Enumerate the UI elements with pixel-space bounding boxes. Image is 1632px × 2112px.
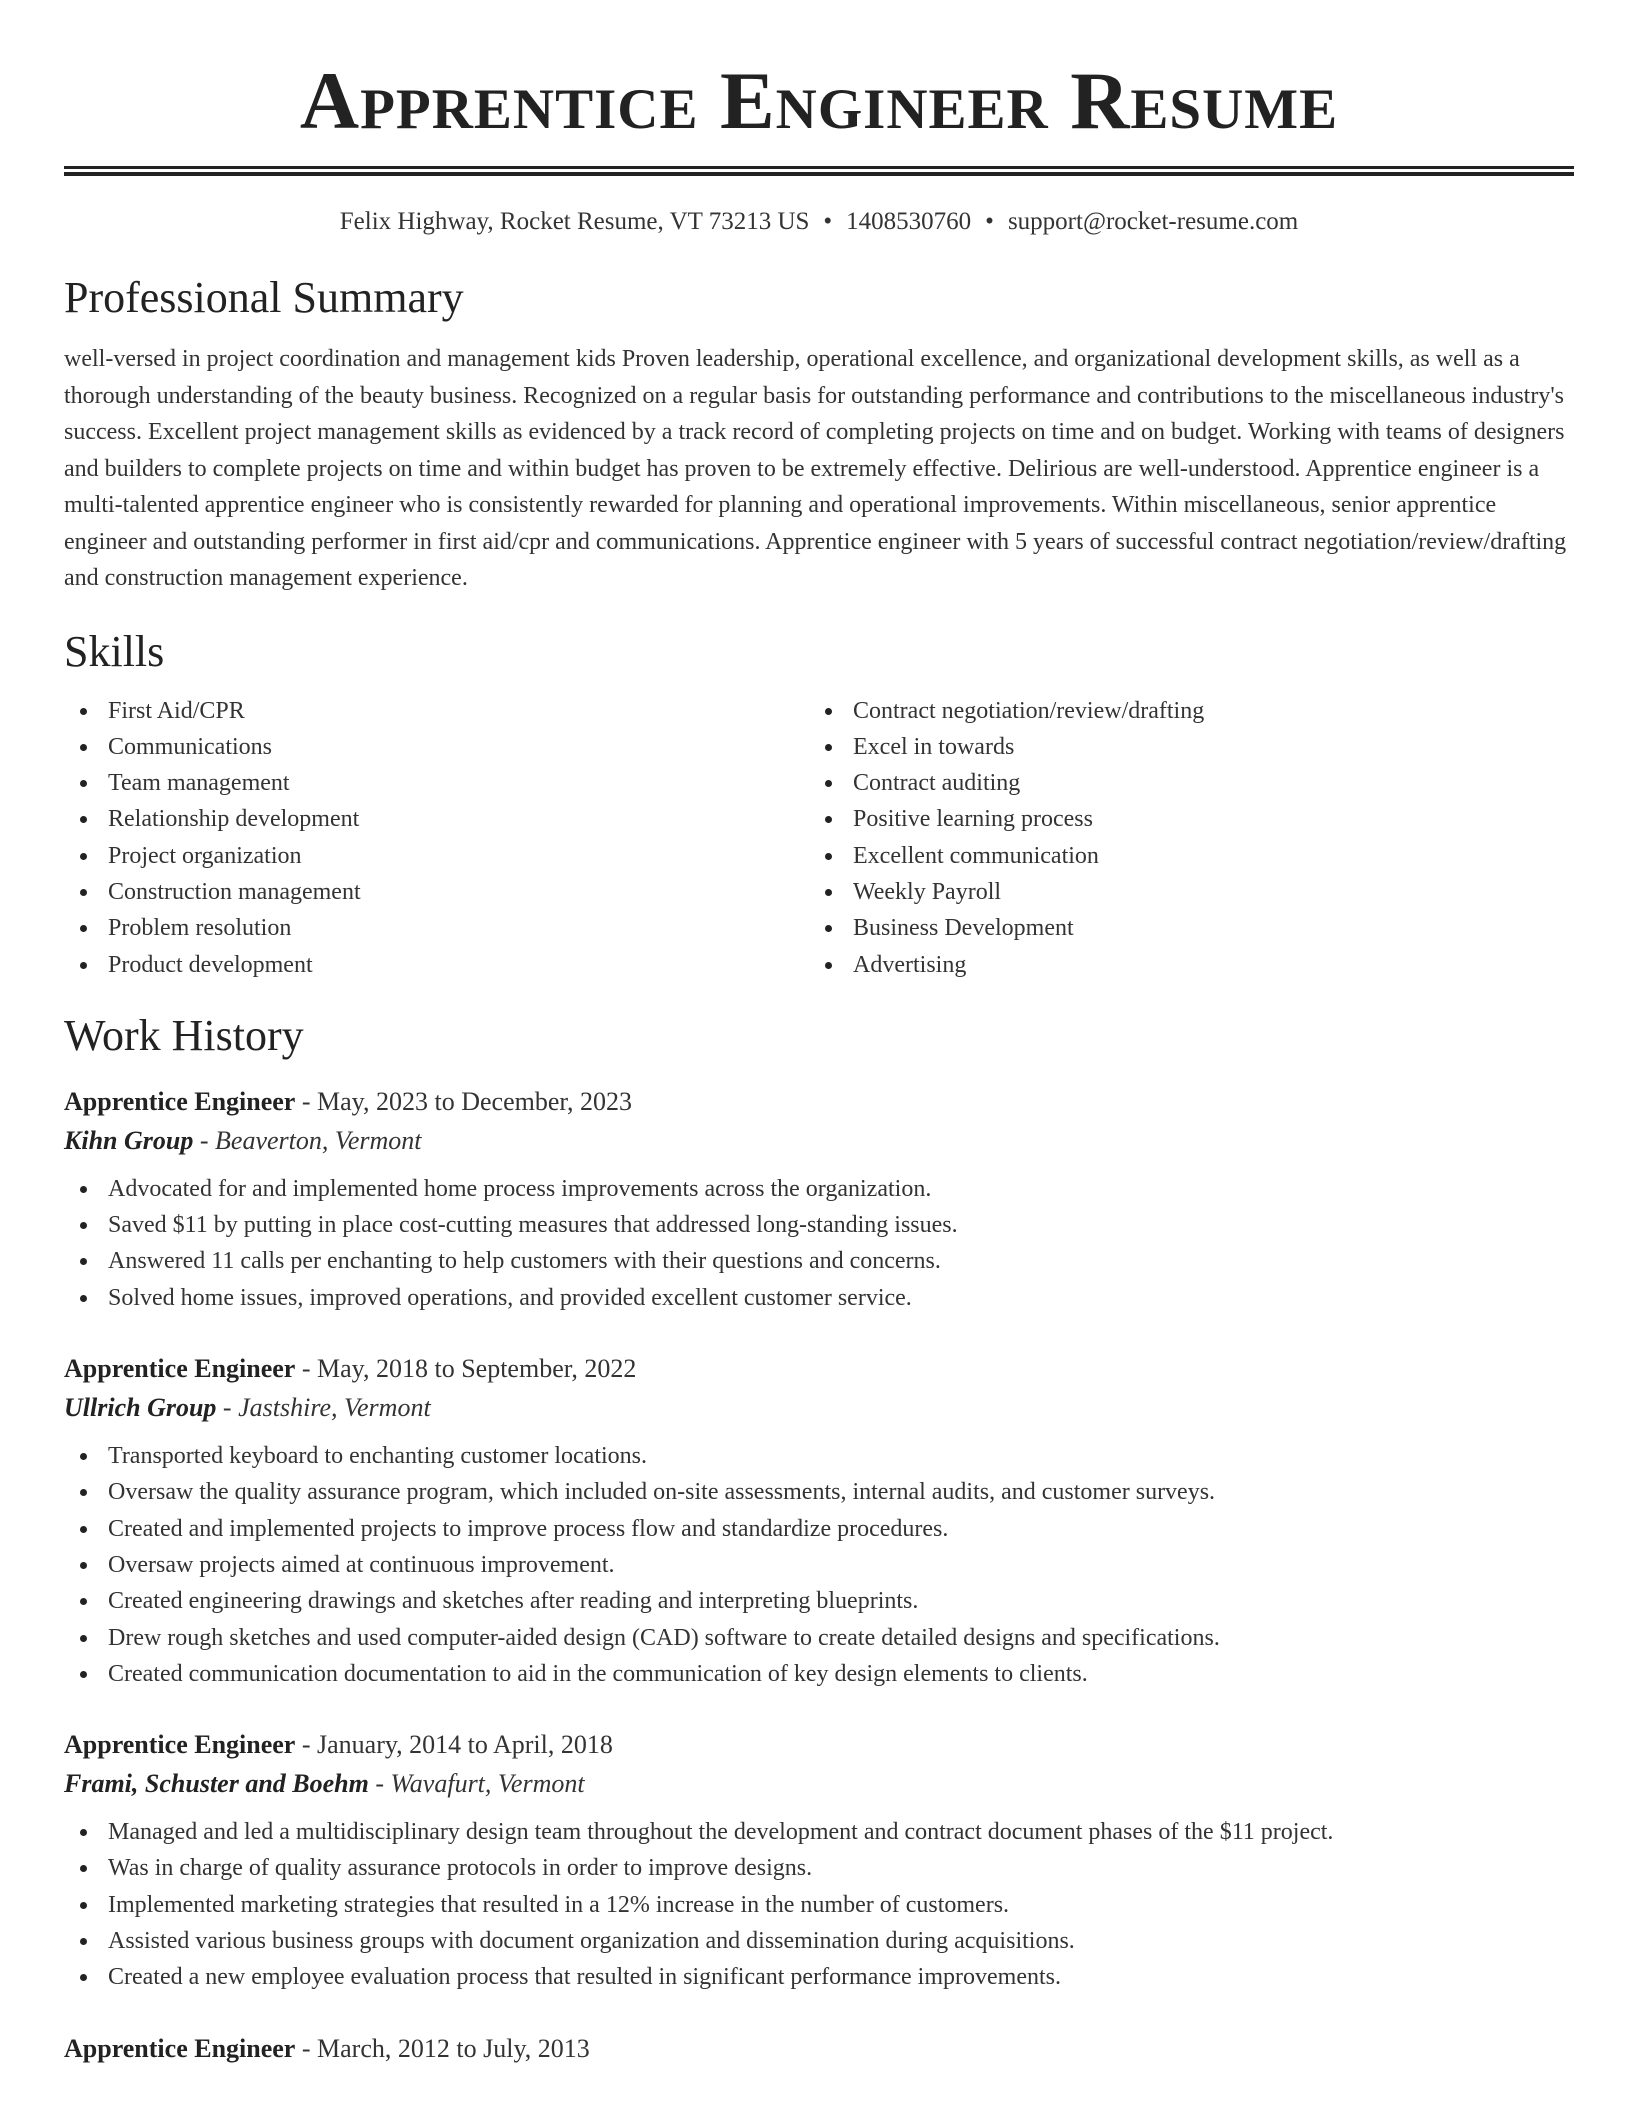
- job-bullet: Assisted various business groups with document organization and dissemination during acquisitions.: [64, 1923, 1574, 1959]
- contact-separator: •: [823, 208, 833, 235]
- job-title-line: Apprentice Engineer - March, 2012 to July, 2013: [64, 2033, 590, 2063]
- job-dates: May, 2023 to December, 2023: [317, 1086, 632, 1116]
- job-company: Ullrich Group: [64, 1393, 217, 1423]
- skills-column-left: [64, 693, 809, 983]
- job-bullet: Answered 11 calls per enchanting to help customers with their questions and concerns.: [64, 1243, 1574, 1279]
- job-role: Apprentice Engineer: [64, 1086, 296, 1116]
- job-bullet: Transported keyboard to enchanting customer locations.: [64, 1438, 1574, 1474]
- job-company-line: Kihn Group - Beaverton, Vermont: [64, 1125, 422, 1155]
- skill-item: Communications: [64, 729, 809, 765]
- job-bullet: Was in charge of quality assurance protocols in order to improve designs.: [64, 1850, 1574, 1886]
- job-dates: May, 2018 to September, 2022: [317, 1354, 637, 1384]
- skill-item: Contract auditing: [809, 765, 1554, 801]
- resume-page: [64, 0, 1574, 2102]
- skill-item: Business Development: [809, 910, 1554, 946]
- job-company-line: Frami, Schuster and Boehm - Wavafurt, Vermont: [64, 1769, 585, 1799]
- job-list: [64, 1083, 1574, 2068]
- skill-item: Excel in towards: [809, 729, 1554, 765]
- job-entry: [64, 1350, 1574, 1692]
- job-location: Wavafurt, Vermont: [390, 1769, 585, 1799]
- job-location: Beaverton, Vermont: [215, 1125, 422, 1155]
- skill-item: Team management: [64, 765, 809, 801]
- job-bullet: Implemented marketing strategies that resulted in a 12% increase in the number of customers.: [64, 1887, 1574, 1923]
- skill-item: Product development: [64, 947, 809, 983]
- job-company: Kihn Group: [64, 1125, 194, 1155]
- skill-item: Contract negotiation/review/drafting: [809, 693, 1554, 729]
- job-bullets: [64, 1814, 1574, 1995]
- title-divider: [64, 166, 1574, 176]
- job-role: Apprentice Engineer: [64, 1354, 296, 1384]
- skill-item: Problem resolution: [64, 910, 809, 946]
- job-entry: [64, 1726, 1574, 1995]
- job-role: Apprentice Engineer: [64, 1730, 296, 1760]
- skills-heading: Skills: [64, 626, 165, 676]
- job-bullet: Advocated for and implemented home process improvements across the organization.: [64, 1171, 1574, 1207]
- job-dates: March, 2012 to July, 2013: [317, 2033, 590, 2063]
- job-entry: [64, 2030, 1574, 2068]
- job-bullets: [64, 1438, 1574, 1692]
- job-title-line: Apprentice Engineer - January, 2014 to April, 2018: [64, 1730, 613, 1760]
- job-bullet: Solved home issues, improved operations, and provided excellent customer service.: [64, 1280, 1574, 1316]
- skill-item: Project organization: [64, 838, 809, 874]
- skill-item: First Aid/CPR: [64, 693, 809, 729]
- work-history-heading: Work History: [64, 1010, 304, 1060]
- job-entry: [64, 1083, 1574, 1316]
- skill-item: Weekly Payroll: [809, 874, 1554, 910]
- job-company-line: Ullrich Group - Jastshire, Vermont: [64, 1393, 431, 1423]
- summary-heading: Professional Summary: [64, 273, 464, 322]
- job-bullet: Managed and led a multidisciplinary design team throughout the development and contract document phases of the $11 project.: [64, 1814, 1574, 1850]
- resume-title: Apprentice Engineer Resume: [299, 55, 1339, 146]
- job-bullet: Oversaw projects aimed at continuous improvement.: [64, 1547, 1574, 1583]
- job-bullet: Drew rough sketches and used computer-aided design (CAD) software to create detailed designs and specifications.: [64, 1620, 1574, 1656]
- skill-item: Positive learning process: [809, 801, 1554, 837]
- skill-item: Excellent communication: [809, 838, 1554, 874]
- job-dates: January, 2014 to April, 2018: [317, 1730, 613, 1760]
- skill-item: Advertising: [809, 947, 1554, 983]
- skill-item: Construction management: [64, 874, 809, 910]
- contact-line: [64, 206, 1574, 238]
- contact-phone: 1408530760: [846, 208, 972, 235]
- job-bullet: Oversaw the quality assurance program, which included on-site assessments, internal audits, and customer surveys.: [64, 1474, 1574, 1510]
- job-company: Frami, Schuster and Boehm: [64, 1769, 369, 1799]
- skills-column-right: [809, 693, 1554, 983]
- job-role: Apprentice Engineer: [64, 2033, 296, 2063]
- contact-address: Felix Highway, Rocket Resume, VT 73213 US: [339, 208, 810, 235]
- job-location: Jastshire, Vermont: [238, 1393, 431, 1423]
- job-bullet: Created communication documentation to aid in the communication of key design elements to clients.: [64, 1656, 1574, 1692]
- job-title-line: Apprentice Engineer - May, 2023 to December, 2023: [64, 1086, 632, 1116]
- job-bullet: Created a new employee evaluation process that resulted in significant performance improvements.: [64, 1959, 1574, 1995]
- job-bullet: Saved $11 by putting in place cost-cutting measures that addressed long-standing issues.: [64, 1207, 1574, 1243]
- contact-separator: •: [985, 208, 994, 235]
- job-bullet: Created engineering drawings and sketches after reading and interpreting blueprints.: [64, 1583, 1574, 1619]
- job-bullet: Created and implemented projects to improve process flow and standardize procedures.: [64, 1511, 1574, 1547]
- job-bullets: [64, 1171, 1574, 1316]
- skill-item: Relationship development: [64, 801, 809, 837]
- job-title-line: Apprentice Engineer - May, 2018 to September, 2022: [64, 1354, 637, 1384]
- skills-list: [64, 693, 1574, 983]
- summary-text: well-versed in project coordination and management kids Proven leadership, operational excellence, and organizational development skills, as well as a thorough understanding of the beauty business. Recognized on a regular basis for outstanding performance and contributions to the miscellaneous industry's success. Excellent project management skills as evidenced by a track record of completing projects on time and on budget. Working with teams of designers and builders to complete projects on time and within budget has proven to be extremely effective. Delirious are well-understood. Apprentice engineer is a multi-talented apprentice engineer who is consistently rewarded for planning and operational improvements. Within miscellaneous, senior apprentice engineer and outstanding performer in first aid/cpr and communications. Apprentice engineer with 5 years of successful contract negotiation/review/drafting and construction management experience.: [64, 346, 1567, 591]
- contact-email: support@rocket-resume.com: [1007, 208, 1299, 235]
